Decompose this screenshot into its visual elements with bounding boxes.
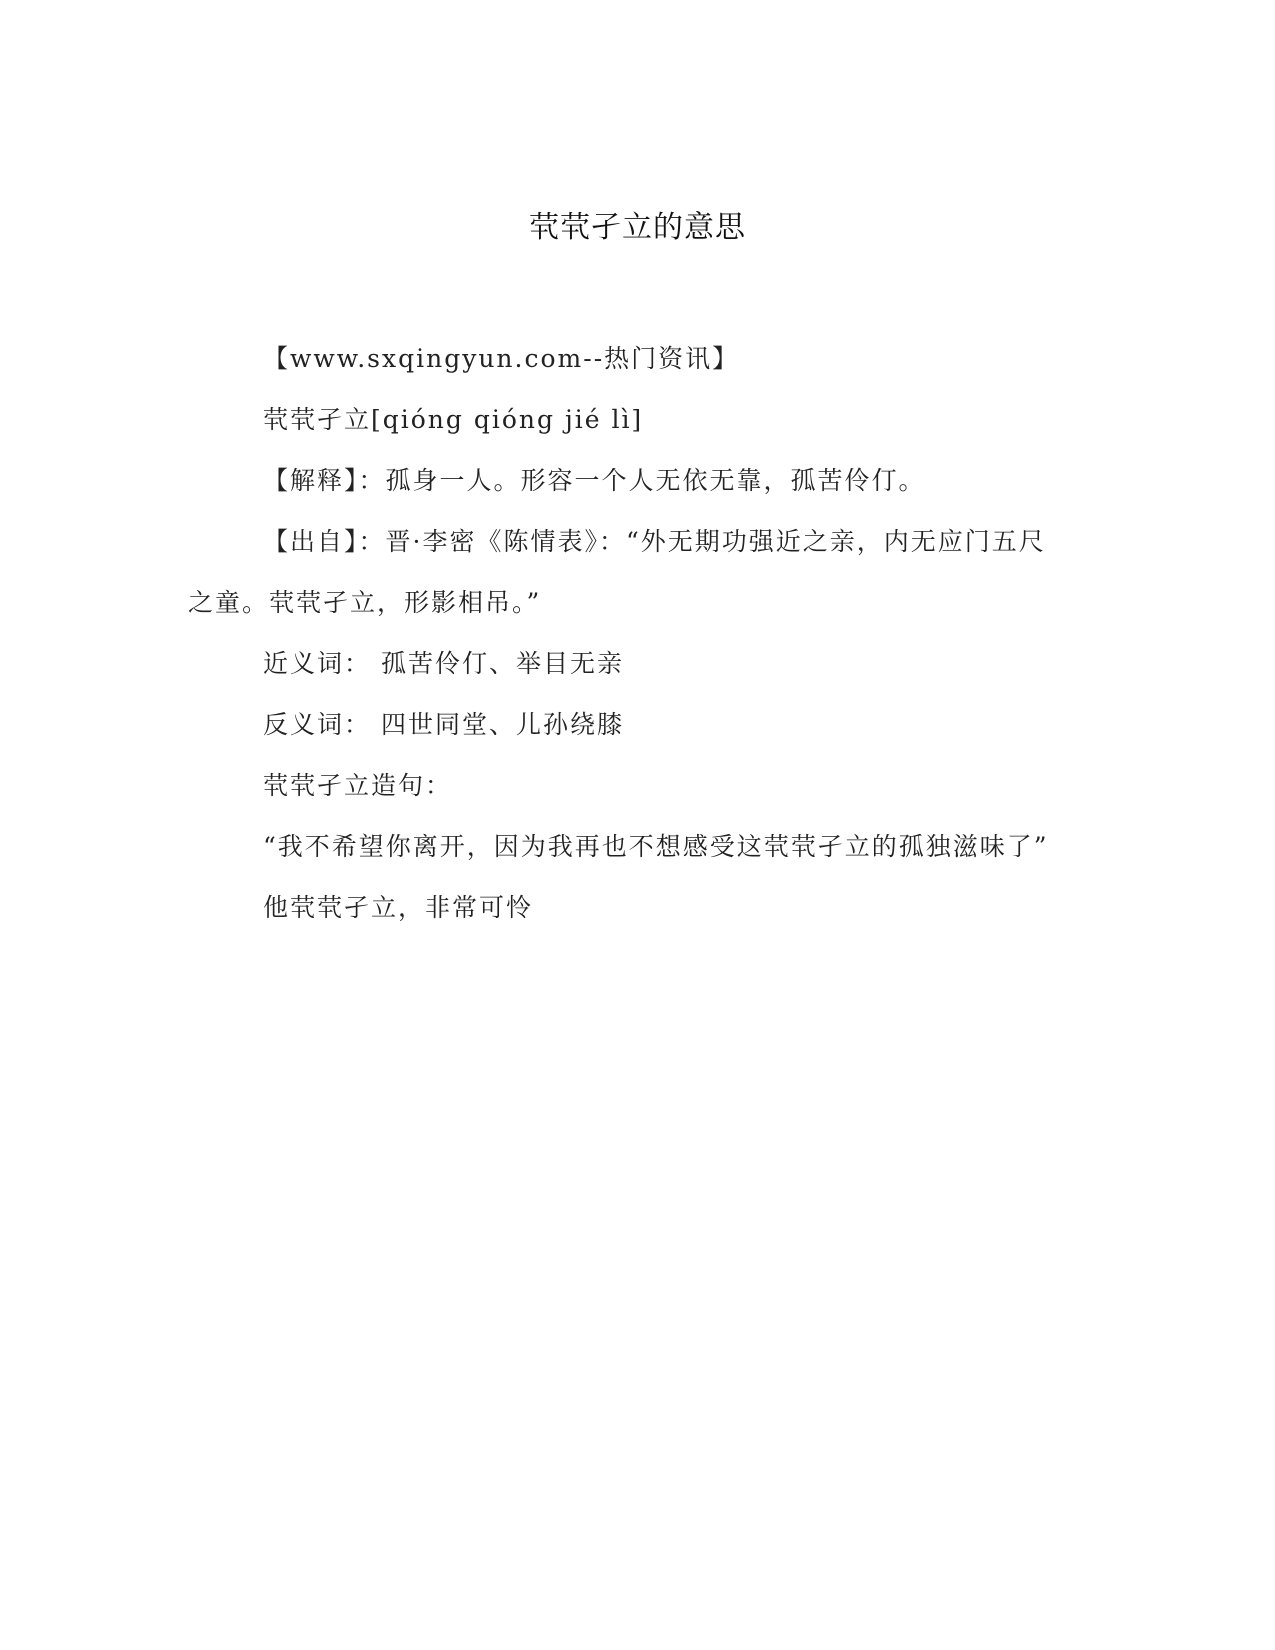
antonyms-line: 反义词： 四世同堂、儿孙绕膝	[263, 710, 624, 739]
idiom-pinyin-line: 茕茕孑立[qióng qióng jié lì]	[263, 405, 644, 434]
example-heading: 茕茕孑立造句：	[263, 771, 453, 800]
origin-paragraph: 【出自】：晋·李密《陈情表》：“外无期功强近之亲，内无应门五尺之童。茕茕孑立，形影相吊。”	[188, 527, 1046, 617]
document-body	[188, 328, 1068, 938]
example-sentence-1: “我不希望你离开，因为我再也不想感受这茕茕孑立的孤独滋味了”	[263, 832, 1049, 861]
synonyms-line: 近义词： 孤苦伶仃、举目无亲	[263, 649, 624, 678]
explanation-paragraph: 【解释】：孤身一人。形容一个人无依无靠，孤苦伶仃。	[263, 466, 926, 495]
source-line: 【www.sxqingyun.com--热门资讯】	[263, 344, 740, 373]
document-title: 茕茕孑立的意思	[529, 210, 746, 245]
example-sentence-2: 他茕茕孑立，非常可怜	[263, 893, 534, 922]
